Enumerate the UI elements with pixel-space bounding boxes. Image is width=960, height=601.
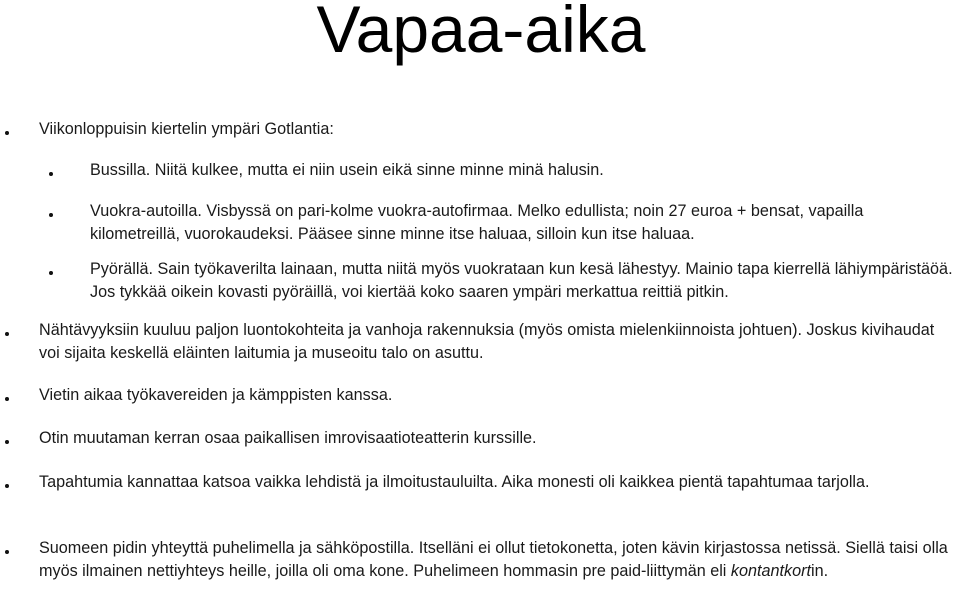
list-item-text: Vietin aikaa työkavereiden ja kämppisten kanssa. [39, 386, 393, 404]
list-item-contact [39, 537, 957, 583]
list-item-events [39, 471, 957, 494]
list-item-bus [90, 159, 957, 182]
bullet-dot-icon [5, 332, 9, 336]
list-item-bicycle [90, 258, 957, 304]
bullet-dot-icon [49, 213, 53, 217]
bullet-dot-icon [5, 484, 9, 488]
bullet-dot-icon [5, 131, 9, 135]
slide-title: Vapaa-aika [316, 0, 646, 66]
list-item-coworkers [39, 384, 957, 407]
list-item-text [39, 537, 957, 583]
list-item-text-tail: in. [810, 562, 829, 580]
list-item-text: Vuokra-autoilla. Visbyssä on pari-kolme vuokra-autofirmaa. Melko edullista; noin 27 euroa + bensat, vapailla kilometreillä, vuorokaudeksi. Pääsee sinne minne itse haluaa, silloin kun itse haluaa. [90, 202, 864, 243]
list-item-text: Bussilla. Niitä kulkee, mutta ei niin usein eikä sinne minne minä halusin. [90, 161, 604, 179]
list-item-text: Otin muutaman kerran osaa paikallisen imrovisaatioteatterin kurssille. [39, 429, 537, 447]
list-item-gotland-intro [39, 118, 957, 141]
list-item-text-emphasis: kontantkort [730, 562, 811, 580]
list-item-improv [39, 427, 957, 450]
list-item-text: Tapahtumia kannattaa katsoa vaikka lehdistä ja ilmoitustauluilta. Aika monesti oli kaikkea pientä tapahtumaa tarjolla. [39, 473, 870, 491]
list-item-text: Pyörällä. Sain työkaverilta lainaan, mutta niitä myös vuokrataan kun kesä lähestyy. Mainio tapa kierrellä lähiympäristäöä. Jos tykkää oikein kovasti pyöräillä, voi kiertää koko saaren ympäri merkattua reittiä pitkin. [90, 260, 953, 301]
list-item-text: Nähtävyyksiin kuuluu paljon luontokohteita ja vanhoja rakennuksia (myös omista mielenkiinnoista johtuen). Joskus kivihaudat voi sijaita keskellä eläinten laitumia ja museoitu talo on asuttu. [39, 321, 935, 362]
bullet-dot-icon [5, 550, 9, 554]
list-item-sights [39, 319, 957, 365]
bullet-dot-icon [5, 397, 9, 401]
list-item-rental-car [90, 200, 957, 246]
list-item-text: Viikonloppuisin kiertelin ympäri Gotlantia: [39, 120, 334, 138]
bullet-dot-icon [5, 440, 9, 444]
bullet-dot-icon [49, 172, 53, 176]
bullet-dot-icon [49, 271, 53, 275]
list-item-text-main: Suomeen pidin yhteyttä puhelimella ja sähköpostilla. Itselläni ei ollut tietokonetta, joten kävin kirjastossa netissä. Siellä taisi olla myös ilmainen nettiyhteys heille, joilla oli oma kone. Puhelimeen hommasin pre paid-liittymän eli [39, 539, 948, 580]
